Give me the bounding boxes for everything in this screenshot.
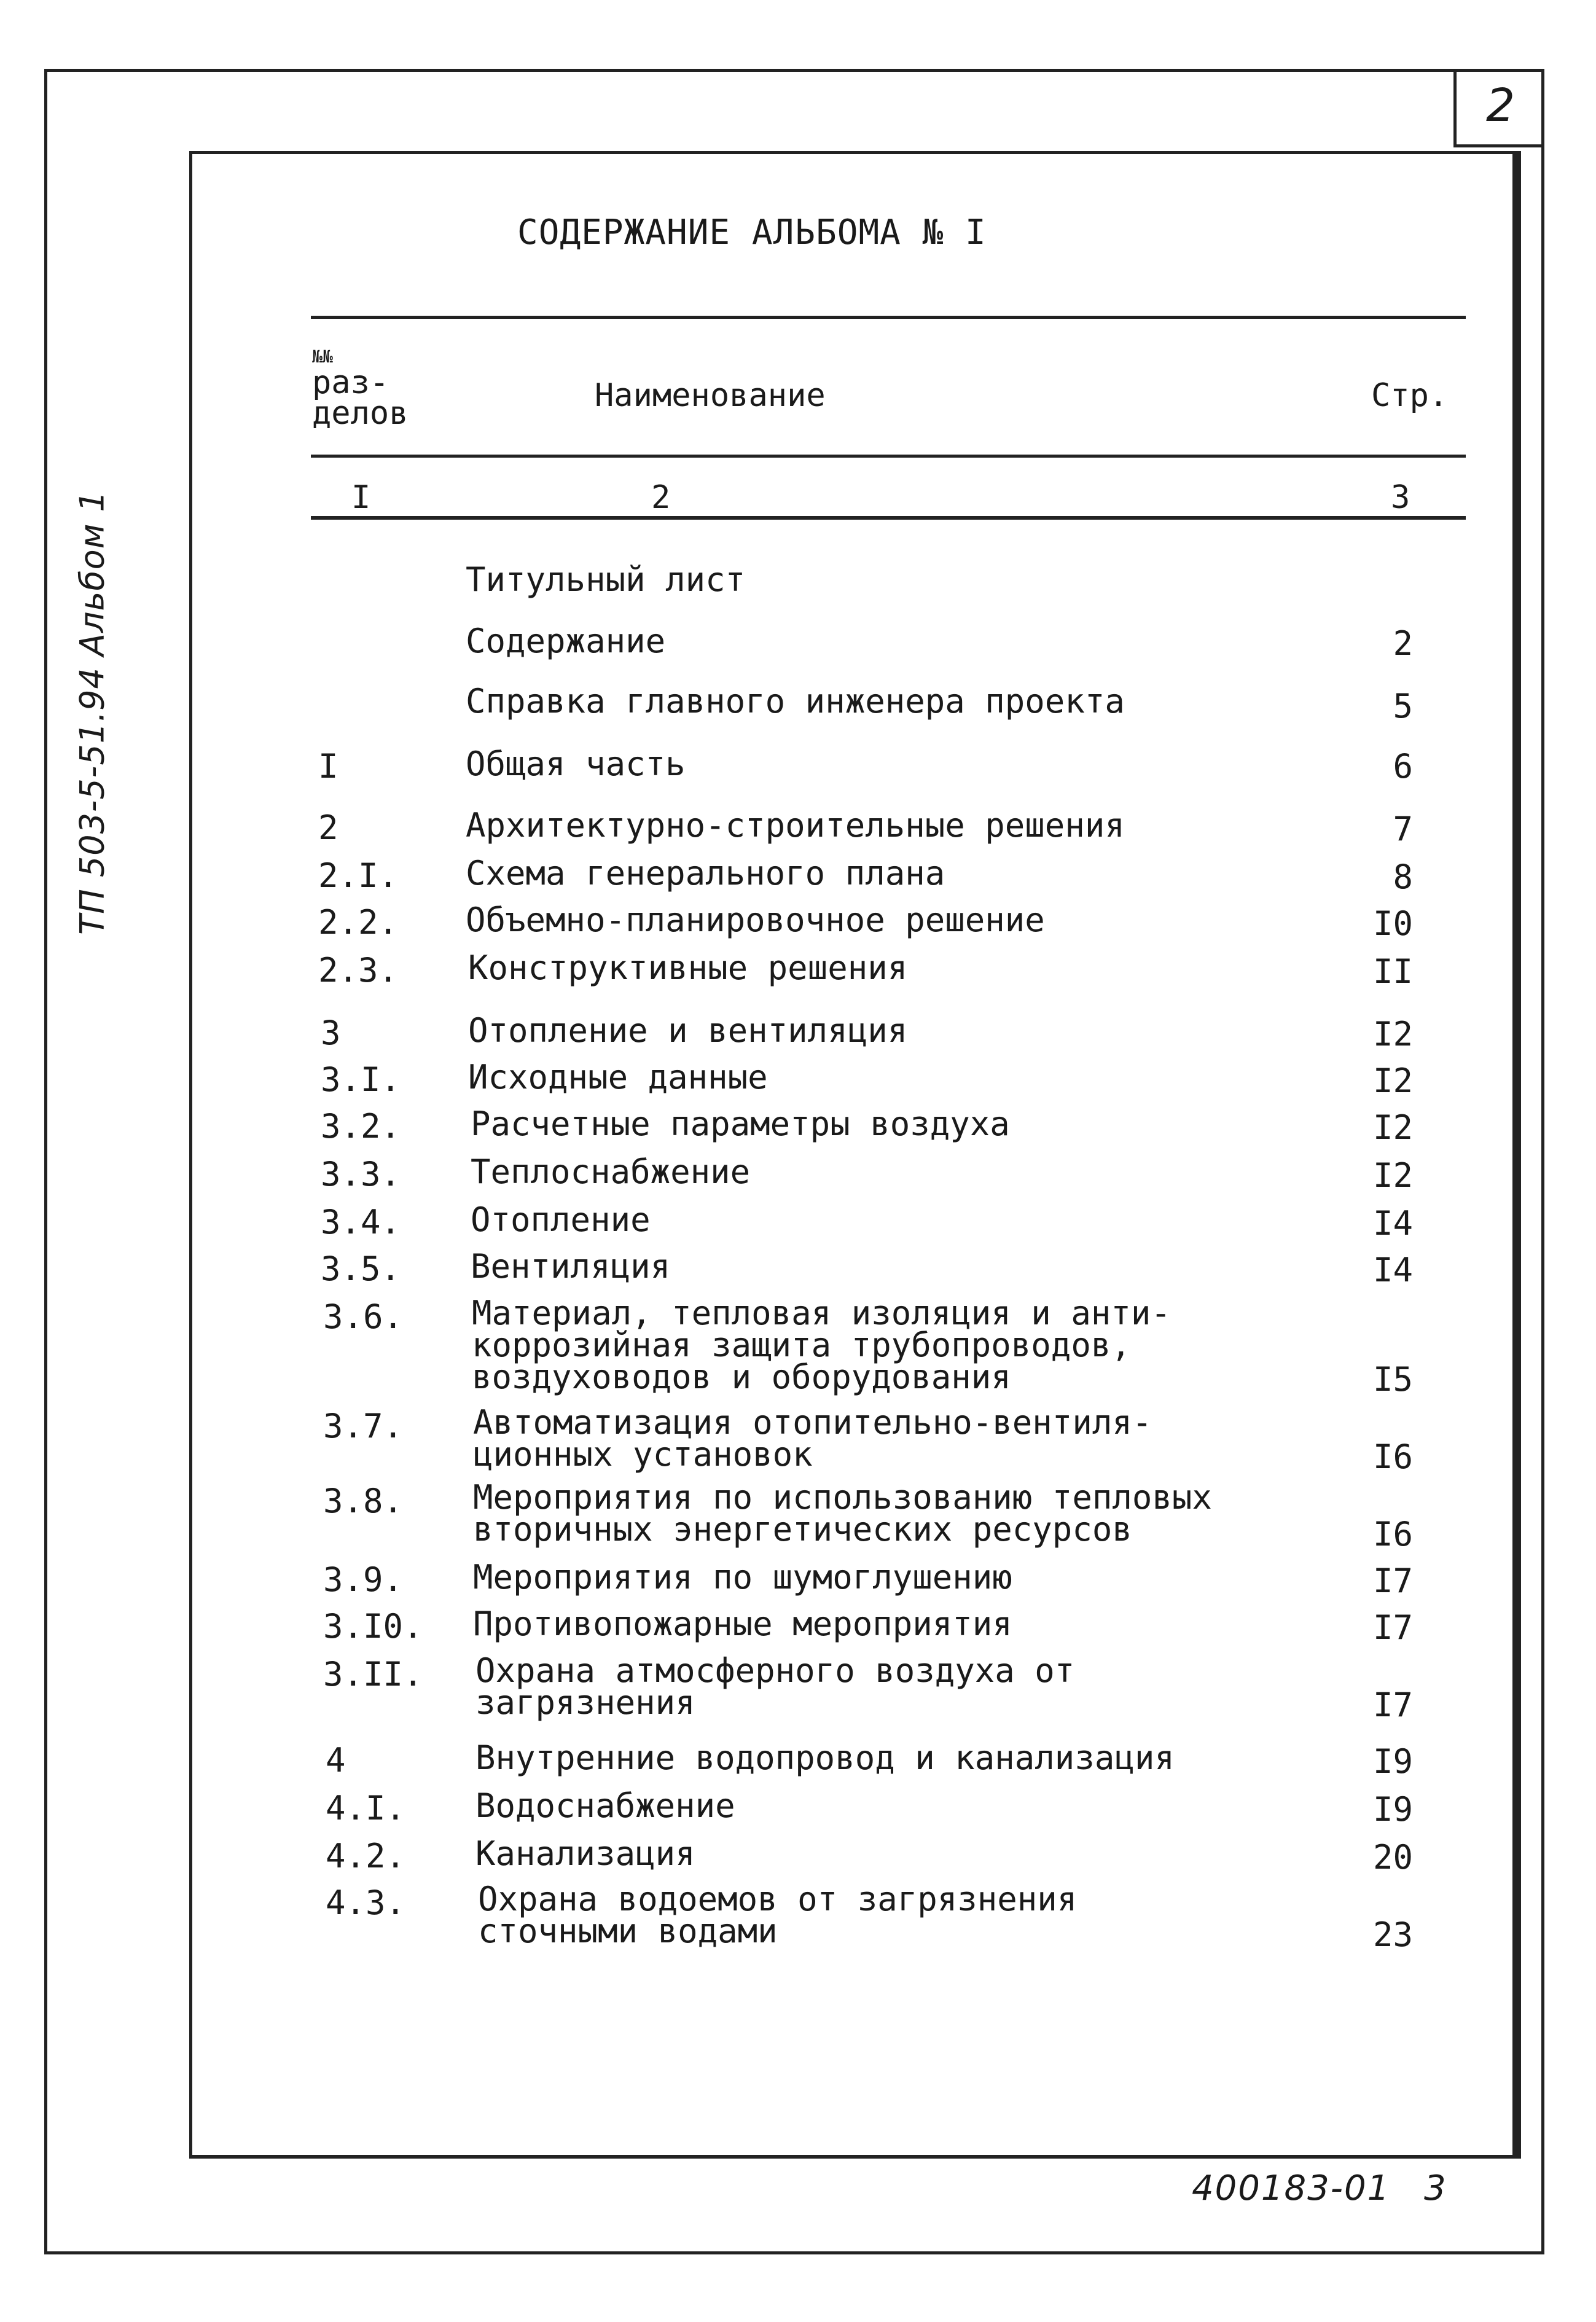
list-item-page: I5 <box>1372 1360 1413 1399</box>
document-code: 400183-01 <box>1192 2168 1391 2208</box>
list-item-page: I2 <box>1372 1108 1413 1147</box>
list-item-name: Мероприятия по использованию тепловых вторичных энергетических ресурсов <box>473 1478 1212 1549</box>
list-item-number: 3.I0. <box>323 1607 423 1646</box>
list-item-page: I6 <box>1372 1437 1413 1476</box>
list-item-name: Титульный лист <box>466 560 746 599</box>
header-col2-label: Наименование <box>595 377 826 414</box>
list-item-page: I9 <box>1372 1790 1413 1829</box>
list-item-number: I <box>318 747 338 786</box>
list-item-name: Канализация <box>475 1834 695 1873</box>
column-number-1: I <box>351 479 371 516</box>
list-item-name: Схема генерального плана <box>466 854 945 893</box>
list-item-name: Общая часть <box>466 745 686 783</box>
list-item-number: 3.7. <box>323 1407 404 1445</box>
list-item-number: 3.9. <box>323 1560 404 1599</box>
header-col1-label: раз- делов <box>312 364 409 432</box>
list-item-number: 3.3. <box>321 1155 401 1194</box>
list-item-name: Вентиляция <box>471 1247 671 1286</box>
list-item-name: Охрана водоемов от загрязнения сточными водами <box>478 1880 1078 1950</box>
list-item-name: Исходные данные <box>468 1058 768 1096</box>
header-col1-symbol: №№ <box>312 346 333 367</box>
list-item-name: Теплоснабжение <box>471 1152 751 1191</box>
list-item-page: I6 <box>1372 1515 1413 1554</box>
list-item-number: 3.I. <box>321 1060 401 1099</box>
list-item-page: I2 <box>1372 1015 1413 1054</box>
list-item-number: 3.2. <box>321 1107 401 1146</box>
list-item-number: 3.8. <box>323 1482 404 1520</box>
list-item-name: Материал, тепловая изоляция и анти- коррозийная защита трубопроводов, воздуховодов и оборудования <box>472 1294 1171 1396</box>
frame-tick <box>44 2172 47 2254</box>
list-item-name: Конструктивные решения <box>468 948 908 987</box>
list-item-name: Расчетные параметры воздуха <box>471 1104 1010 1143</box>
inner-frame-right-border <box>1512 151 1521 2159</box>
list-item-page: I2 <box>1372 1156 1413 1195</box>
list-item-page: 23 <box>1372 1915 1413 1954</box>
list-item-number: 4.3. <box>326 1883 406 1922</box>
list-item-number: 4.2. <box>326 1837 406 1875</box>
list-item-number: 4 <box>326 1741 346 1780</box>
list-item-page: 8 <box>1393 858 1413 896</box>
list-item-page: I9 <box>1372 1742 1413 1781</box>
list-item-page: I4 <box>1372 1251 1413 1289</box>
list-item-name: Внутренние водопровод и канализация <box>475 1738 1175 1777</box>
list-item-number: 2.2. <box>318 903 399 942</box>
list-item-name: Автоматизация отопительно-вентиля- ционных установок <box>473 1403 1152 1474</box>
list-item-name: Мероприятия по шумоглушению <box>473 1558 1012 1597</box>
list-item-name: Водоснабжение <box>475 1786 735 1825</box>
list-item-page: I7 <box>1372 1562 1413 1600</box>
sheet-number: 3 <box>1424 2168 1446 2208</box>
list-item-page: 20 <box>1372 1838 1413 1877</box>
list-item-number: 2.3. <box>318 951 399 990</box>
list-item-page: I2 <box>1372 1061 1413 1100</box>
list-item-page: II <box>1372 952 1413 991</box>
list-item-page: 2 <box>1393 624 1413 663</box>
page-number: 2 <box>1453 69 1544 147</box>
list-item-page: 7 <box>1393 810 1413 848</box>
list-item-number: 3.6. <box>323 1297 404 1336</box>
list-item-number: 3 <box>321 1014 341 1052</box>
table-top-rule <box>311 316 1466 319</box>
list-item-page: 5 <box>1393 687 1413 725</box>
list-item-number: 3.4. <box>321 1203 401 1241</box>
list-item-page: I7 <box>1372 1608 1413 1647</box>
column-number-3: 3 <box>1391 479 1410 516</box>
list-item-page: 6 <box>1393 747 1413 786</box>
list-item-name: Объемно-планировочное решение <box>466 901 1045 939</box>
list-item-number: 4.I. <box>326 1789 406 1828</box>
list-item-number: 2.I. <box>318 856 399 895</box>
list-item-name: Отопление и вентиляция <box>468 1011 908 1050</box>
side-label: ТП 503-5-51.94 Альбом 1 <box>72 490 112 935</box>
numbers-bottom-rule <box>311 516 1466 520</box>
page-title: СОДЕРЖАНИЕ АЛЬБОМА № I <box>517 213 987 252</box>
list-item-number: 3.5. <box>321 1249 401 1288</box>
list-item-name: Справка главного инженера проекта <box>466 682 1125 721</box>
header-col3-label: Стр. <box>1371 377 1449 414</box>
list-item-page: I4 <box>1372 1204 1413 1243</box>
column-number-2: 2 <box>651 479 671 516</box>
list-item-page: I0 <box>1372 904 1413 943</box>
list-item-name: Содержание <box>466 622 666 660</box>
list-item-number: 2 <box>318 808 338 847</box>
list-item-name: Охрана атмосферного воздуха от загрязнения <box>475 1651 1075 1722</box>
list-item-name: Противопожарные мероприятия <box>473 1605 1012 1643</box>
header-bottom-rule <box>311 455 1466 458</box>
list-item-name: Архитектурно-строительные решения <box>466 806 1125 845</box>
list-item-page: I7 <box>1372 1686 1413 1724</box>
list-item-number: 3.II. <box>323 1655 423 1694</box>
list-item-name: Отопление <box>471 1200 651 1239</box>
